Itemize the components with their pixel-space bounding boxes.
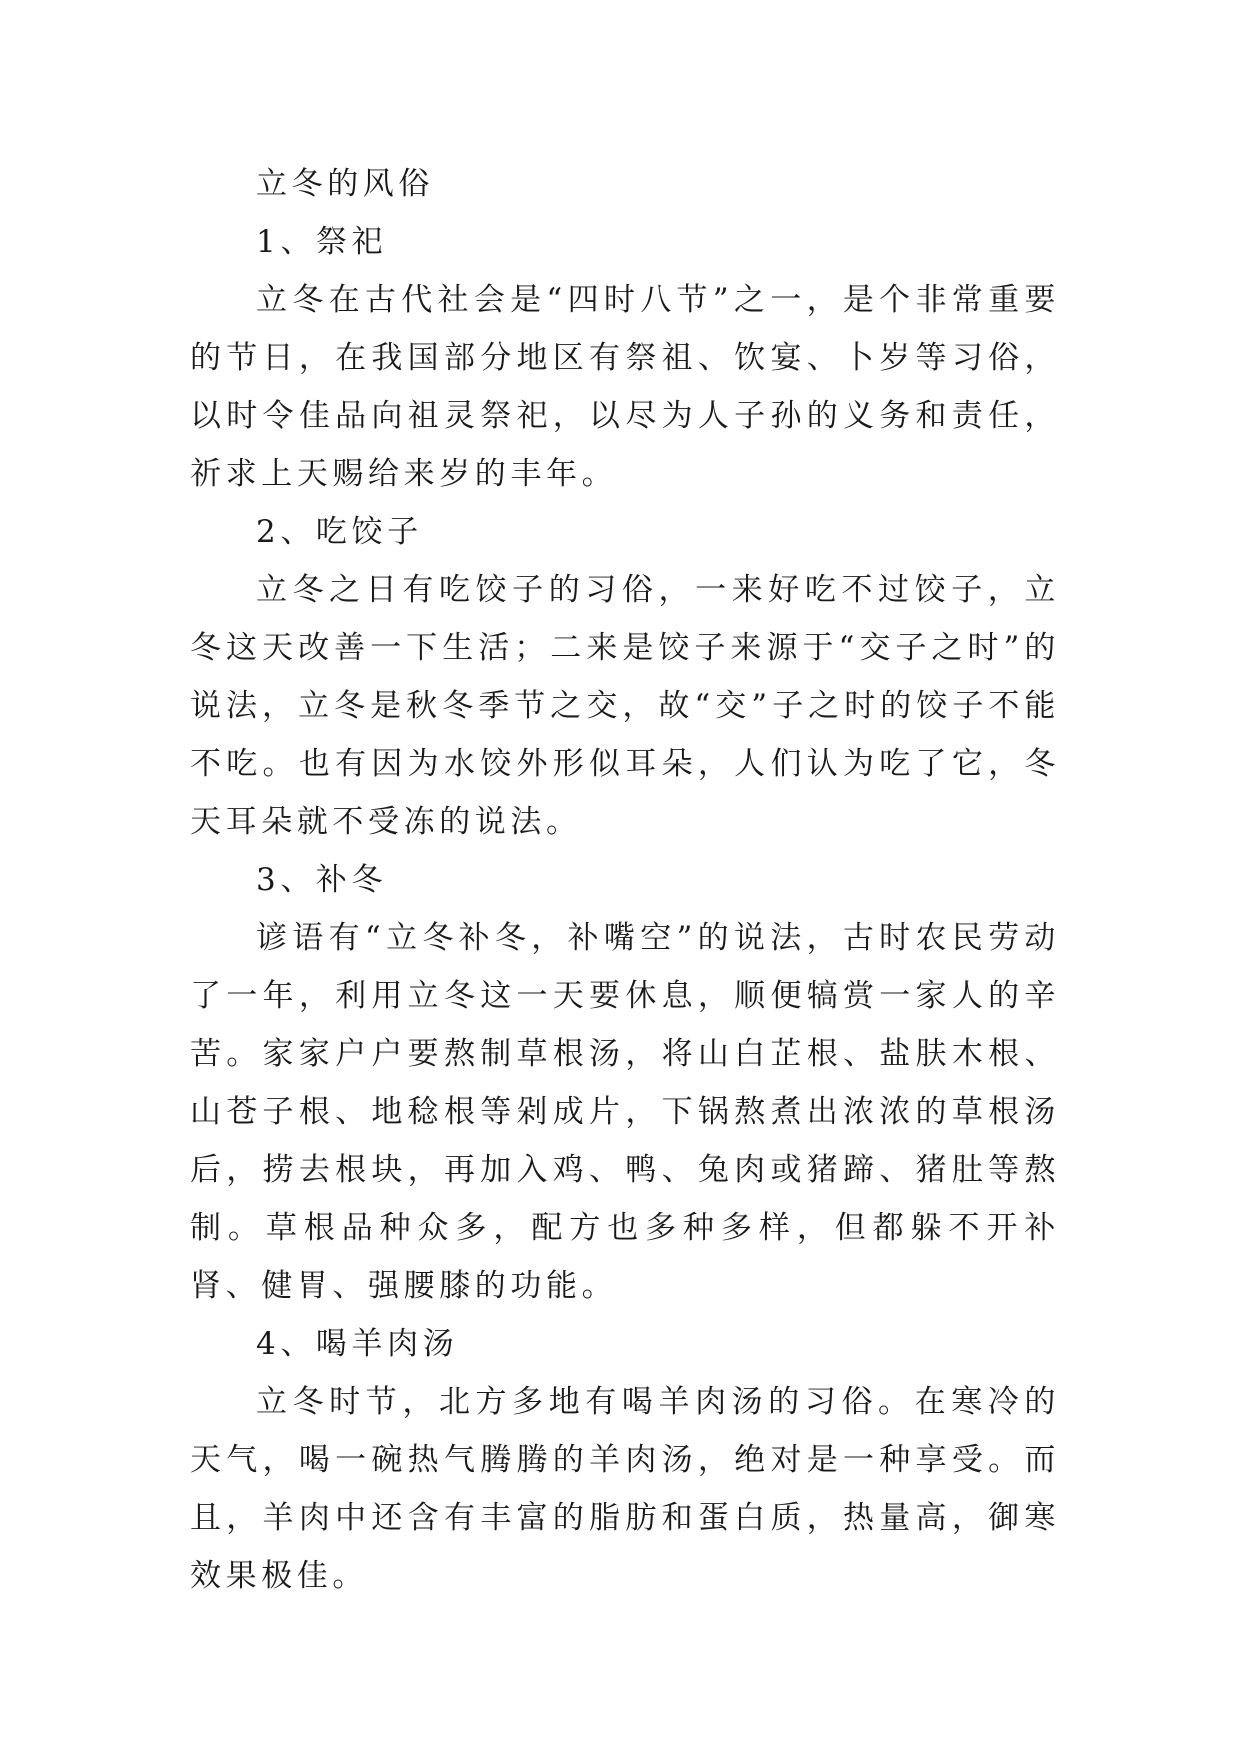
section-body-dumplings: 立冬之日有吃饺子的习俗，一来好吃不过饺子，立冬这天改善一下生活；二来是饺子来源于“交子之时”的说法，立冬是秋冬季节之交，故“交”子之时的饺子不能不吃。也有因为水饺外形似耳朵，人们认为吃了它，冬天耳朵就不受冻的说法。: [190, 572, 1060, 840]
section-heading-dumplings: 2、吃饺子: [256, 514, 423, 550]
section-body-sacrifice: 立冬在古代社会是“四时八节”之一，是个非常重要的节日，在我国部分地区有祭祖、饮宴、卜岁等习俗，以时令佳品向祖灵祭祀，以尽为人子孙的义务和责任，祈求上天赐给来岁的丰年。: [190, 282, 1060, 492]
section-heading-winter-tonic: 3、补冬: [256, 862, 388, 898]
section-body-mutton-soup: 立冬时节，北方多地有喝羊肉汤的习俗。在寒冷的天气，喝一碗热气腾腾的羊肉汤，绝对是一种享受。而且，羊肉中还含有丰富的脂肪和蛋白质，热量高，御寒效果极佳。: [190, 1384, 1060, 1594]
document-page: [190, 155, 1060, 1605]
section-heading-mutton-soup: 4、喝羊肉汤: [256, 1326, 459, 1362]
document-title: 立冬的风俗: [256, 166, 434, 202]
section-body-winter-tonic: 谚语有“立冬补冬，补嘴空”的说法，古时农民劳动了一年，利用立冬这一天要休息，顺便犒赏一家人的辛苦。家家户户要熬制草根汤，将山白芷根、盐肤木根、山苍子根、地稔根等剁成片，下锅熬煮出浓浓的草根汤后，捞去根块，再加入鸡、鸭、兔肉或猪蹄、猪肚等熬制。草根品种众多，配方也多种多样，但都躲不开补肾、健胃、强腰膝的功能。: [190, 920, 1060, 1304]
section-heading-sacrifice: 1、祭祀: [256, 224, 388, 260]
